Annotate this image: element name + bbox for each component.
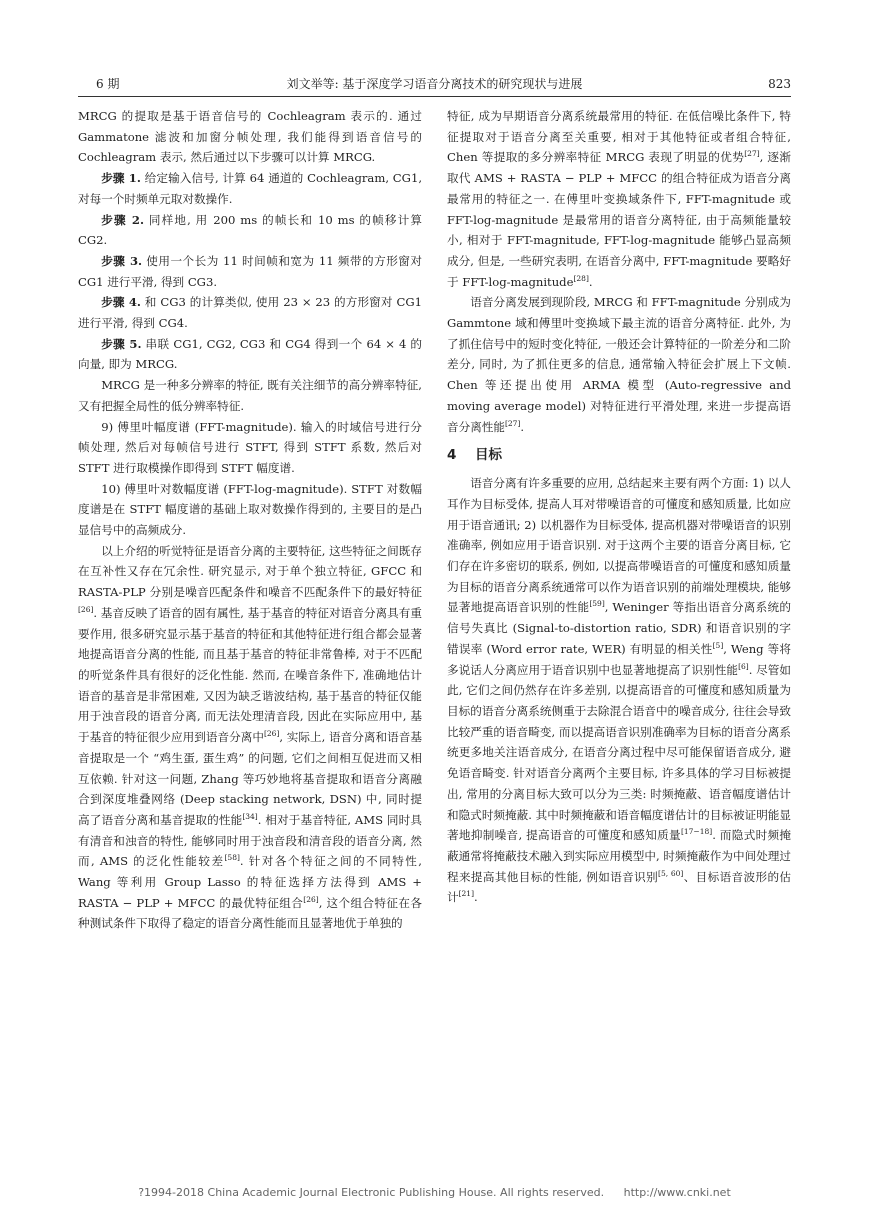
- step-label: 步骤 3.: [101, 253, 143, 268]
- citation: [34]: [242, 812, 258, 822]
- paragraph: [447, 473, 791, 908]
- right-column: [447, 106, 791, 908]
- step-label: 步骤 5.: [101, 336, 142, 351]
- text-run: , Weninger 等指出语音分离系统的信号失真比 (Signal-to-distortion ratio, SDR) 和语音识别的字错误率 (Word error rate, WER) 有明显的相关性: [447, 600, 791, 656]
- citation: [17−18]: [680, 827, 713, 837]
- section-heading: [447, 443, 791, 467]
- step-label: 步骤 4.: [101, 295, 141, 310]
- citation: [27]: [504, 418, 521, 428]
- left-column: [78, 106, 422, 934]
- section-number: 4: [447, 447, 457, 464]
- copyright-notice: ?1994-2018 China Academic Journal Electronic Publishing House. All rights reserved.: [138, 1186, 605, 1199]
- step-1: [78, 168, 422, 209]
- paragraph: MRCG 是一种多分辨率的特征, 既有关注细节的高分辨率特征, 又有把握全局性的低分辨率特征.: [78, 378, 422, 413]
- citation: [27]: [744, 149, 760, 159]
- citation: [6]: [738, 661, 749, 671]
- text-run: .: [520, 419, 525, 434]
- citation: [59]: [589, 599, 605, 609]
- step-label: 步骤 1.: [101, 171, 141, 186]
- text-run: 语音分离有许多重要的应用, 总结起来主要有两个方面: 1) 以人耳作为目标受体, 提高人耳对带噪语音的可懂度和感知质量, 比如应用于语音通讯; 2) 以机器作为目标受体, 提高机器对带噪语音的识别准确率, 例如应用于语音识别. 对于这两个主要的语音分离目标, 它们存在许多密切的联系, 例如, 以提高带噪语音的可懂度和感知质量为目标的语音分离系统通常可以作为语音识别的前端处理模块, 能够显著地提高语音识别的性能: [447, 476, 791, 615]
- paragraph: [447, 292, 791, 437]
- page-number: 823: [768, 77, 791, 91]
- text-run: . 相对于基音特征, AMS 同时具有清音和浊音的特性, 能够同时用于浊音段和清音段的语音分离, 然而, AMS 的泛化性能较差: [78, 812, 422, 869]
- header-rule: [78, 96, 791, 97]
- step-text: 串联 CG1, CG2, CG3 和 CG4 得到一个 64 × 4 的向量, 即为 MRCG.: [78, 336, 422, 372]
- text-run: . 针对各个特征之间的不同特性, Wang 等利用 Group Lasso 的特征选择方法得到 AMS + RASTA − PLP + MFCC 的最优特征组合: [78, 854, 422, 910]
- citation: [58]: [224, 853, 240, 863]
- paragraph: 9) 傅里叶幅度谱 (FFT-magnitude). 输入的时域信号进行分帧处理, 然后对每帧信号进行 STFT, 得到 STFT 系数, 然后对 STFT 进行取模操作即得到 STFT 幅度谱.: [78, 419, 422, 475]
- citation: [5, 60]: [658, 868, 684, 878]
- text-run: . 而隐式时频掩蔽通常将掩蔽技术融入到实际应用模型中, 时频掩蔽作为中间处理过程来提高其他目标的性能, 例如语音识别: [447, 828, 792, 884]
- paragraph: MRCG 的提取是基于语音信号的 Cochleagram 表示的. 通过 Gammatone 滤波和加窗分帧处理, 我们能得到语音信号的 Cochleagram 表示, 然后通过以下步骤可以计算 MRCG.: [78, 109, 422, 165]
- text-run: .: [588, 274, 593, 289]
- step-text: 给定输入信号, 计算 64 通道的 Cochleagram, CG1, 对每一个时频单元取对数操作.: [78, 171, 423, 206]
- paragraph: [78, 541, 422, 934]
- step-3: [78, 251, 422, 292]
- paragraph: 10) 傅里叶对数幅度谱 (FFT-log-magnitude). STFT 对数幅度谱是在 STFT 幅度谱的基础上取对数操作得到的, 主要目的是凸显信号中的高频成分.: [78, 481, 422, 538]
- text-run: 、目标语音波形的估计: [447, 869, 791, 905]
- running-title: 刘文举等: 基于深度学习语音分离技术的研究现状与进展: [286, 77, 583, 91]
- text-run: . 尽管如此, 它们之间仍然存在许多差别, 以提高语音的可懂度和感知质量为目标的语音分离系统侧重于去除混合语音中的噪音成分, 往往会导致比较严重的语音畸变, 而以提高语音识别准确率为目标的语音分离系统更多地关注语音成分, 在语音分离过程中尽可能保留语音成分, 避免语音畸变. 针对语音分离两个主要目标, 许多具体的学习目标被提出, 常用的分离目标大致可以分为三类: 时频掩蔽、语音幅度谱估计和隐式时频掩蔽. 其中时频掩蔽和语音幅度谱估计的目标被证明能显著地抑制噪音, 提高语音的可懂度和感知质量: [447, 662, 791, 843]
- text-run: , 逐渐取代 AMS + RASTA − PLP + MFCC 的组合特征成为语音分离最常用的特征之一. 在傅里叶变换域条件下, FFT-magnitude 或 FFT-log-magnitude 是最常用的语音分离特征, 由于高频能量较小, 相对于 FFT-magnitude, FFT-log-magnitude 能够凸显高频成分, 但是, 一些研究表明, 在语音分离中, FFT-magnitude 要略好于 FFT-log-magnitude: [447, 150, 791, 289]
- text-run: , 这个组合特征在各种测试条件下取得了稳定的语音分离性能而且显著地优于单独的: [78, 895, 422, 931]
- issue-number: 6 期: [96, 77, 120, 91]
- step-5: [78, 334, 422, 375]
- running-header: [78, 74, 791, 94]
- text-run: 以上介绍的听觉特征是语音分离的主要特征, 这些特征之间既存在互补性又存在冗余性. 研究显示, 对于单个独立特征, GFCC 和 RASTA-PLP 分别是噪音匹配条件和噪音不匹配条件下的最好特征: [78, 543, 422, 600]
- text-run: , 实际上, 语音分离和语音基音提取是一个 “鸡生蛋, 蛋生鸡” 的问题, 它们之间相互促进而又相互依赖. 针对这一问题, Zhang 等巧妙地将基音提取和语音分离融合到深度堆叠网络 (Deep stacking network, DSN) 中, 同时提高了语音分离和基音提取的性能: [78, 730, 422, 827]
- step-text: 和 CG3 的计算类似, 使用 23 × 23 的方形窗对 CG1 进行平滑, 得到 CG4.: [78, 295, 423, 331]
- step-4: [78, 292, 422, 333]
- text-run: 特征, 成为早期语音分离系统最常用的特征. 在低信噪比条件下, 特征提取对于语音分离至关重要, 相对于其他特征或者组合特征, Chen 等提取的多分辨率特征 MRCG 表现了明显的优势: [447, 109, 791, 165]
- citation: [5]: [712, 641, 724, 651]
- text-run: .: [474, 890, 478, 905]
- step-label: 步骤 2.: [101, 212, 145, 227]
- step-text: 同样地, 用 200 ms 的帧长和 10 ms 的帧移计算 CG2.: [78, 212, 423, 248]
- text-run: , Weng 等将多说话人分离应用于语音识别中也显著地提高了识别性能: [447, 641, 791, 677]
- citation: [26]: [78, 605, 94, 615]
- step-2: [78, 210, 422, 251]
- section-title: 目标: [475, 447, 502, 464]
- citation: [21]: [458, 889, 475, 899]
- step-text: 使用一个长为 11 时间帧和宽为 11 频带的方形窗对 CG1 进行平滑, 得到 CG3.: [78, 253, 422, 289]
- text-run: . 基音反映了语音的固有属性, 基于基音的特征对语音分离具有重要作用, 很多研究显示基于基音的特征和其他特征进行组合都会显著地提高语音分离的性能, 而且基于基音的特征非常鲁棒, 对于不匹配的听觉条件具有很好的泛化性能. 然而, 在噪音条件下, 准确地估计语音的基音是非常困难, 又因为缺乏谐波结构, 基于基音的特征仅能用于浊音段的语音分离, 而无法处理清音段, 因此在实际应用中, 基于基音的特征很少应用到语音分离中: [78, 605, 422, 745]
- citation: [26]: [263, 729, 280, 739]
- citation: [26]: [303, 894, 319, 904]
- page-footer: [0, 1186, 869, 1199]
- footer-url: http://www.cnki.net: [623, 1186, 731, 1199]
- paragraph: [447, 106, 791, 292]
- text-run: 语音分离发展到现阶段, MRCG 和 FFT-magnitude 分别成为 Gammtone 域和傅里叶变换域下最主流的语音分离特征. 此外, 为了抓住信号中的短时变化特征, 一般还会计算特征的一阶差分和二阶差分, 同时, 为了抓住更多的信息, 通常输入特征会扩展上下文帧. Chen 等还提出使用 ARMA 模型 (Auto-regressive and moving average model) 对特征进行平滑处理, 来进一步提高语音分离性能: [447, 295, 791, 434]
- citation: [28]: [573, 273, 589, 283]
